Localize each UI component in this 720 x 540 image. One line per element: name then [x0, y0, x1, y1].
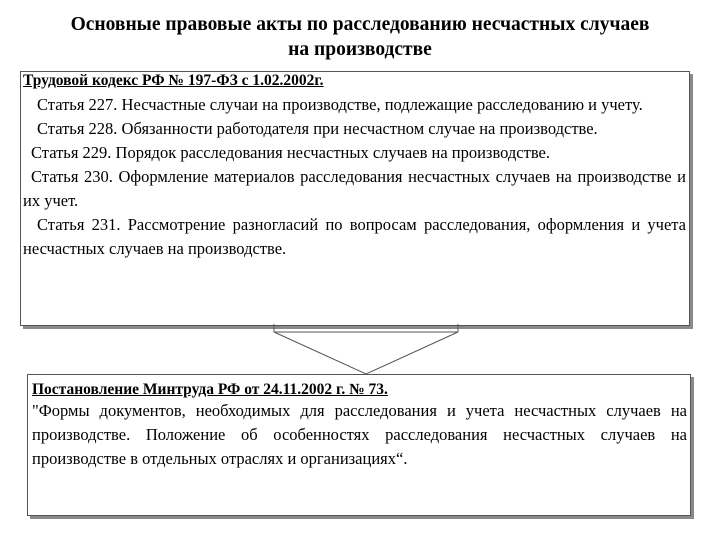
title-line-1: Основные правовые акты по расследованию несчастных случаев — [70, 14, 650, 35]
labor-code-articles — [21, 90, 689, 261]
title-line-2: на производстве — [288, 39, 432, 60]
article-228: Статья 228. Обязанности работодателя при несчастном случае на производстве. — [37, 119, 598, 138]
article-231: Статья 231. Рассмотрение разногласий по вопросам расследования, оформления и учета несчастных случаев на производстве. — [23, 215, 686, 258]
slide-title — [0, 12, 720, 62]
labor-code-heading: Трудовой кодекс РФ № 197-ФЗ с 1.02.2002г. — [23, 72, 324, 89]
article-229: Статья 229. Порядок расследования несчастных случаев на производстве. — [31, 143, 550, 162]
article-230: Статья 230. Оформление материалов расследования несчастных случаев на производстве и их учет. — [23, 167, 686, 210]
article-227: Статья 227. Несчастные случаи на производстве, подлежащие расследованию и учету. — [37, 95, 643, 114]
labor-code-box — [20, 71, 690, 326]
down-arrow-icon — [270, 324, 462, 376]
resolution-heading: Постановление Минтруда РФ от 24.11.2002 г. № 73. — [32, 381, 388, 398]
resolution-body — [28, 399, 690, 471]
resolution-text: "Формы документов, необходимых для расследования и учета несчастных случаев на производстве. Положение об особенностях расследования несчастных случаев на производстве в отдельных отраслях и организациях“. — [32, 401, 687, 468]
resolution-box — [27, 374, 691, 516]
